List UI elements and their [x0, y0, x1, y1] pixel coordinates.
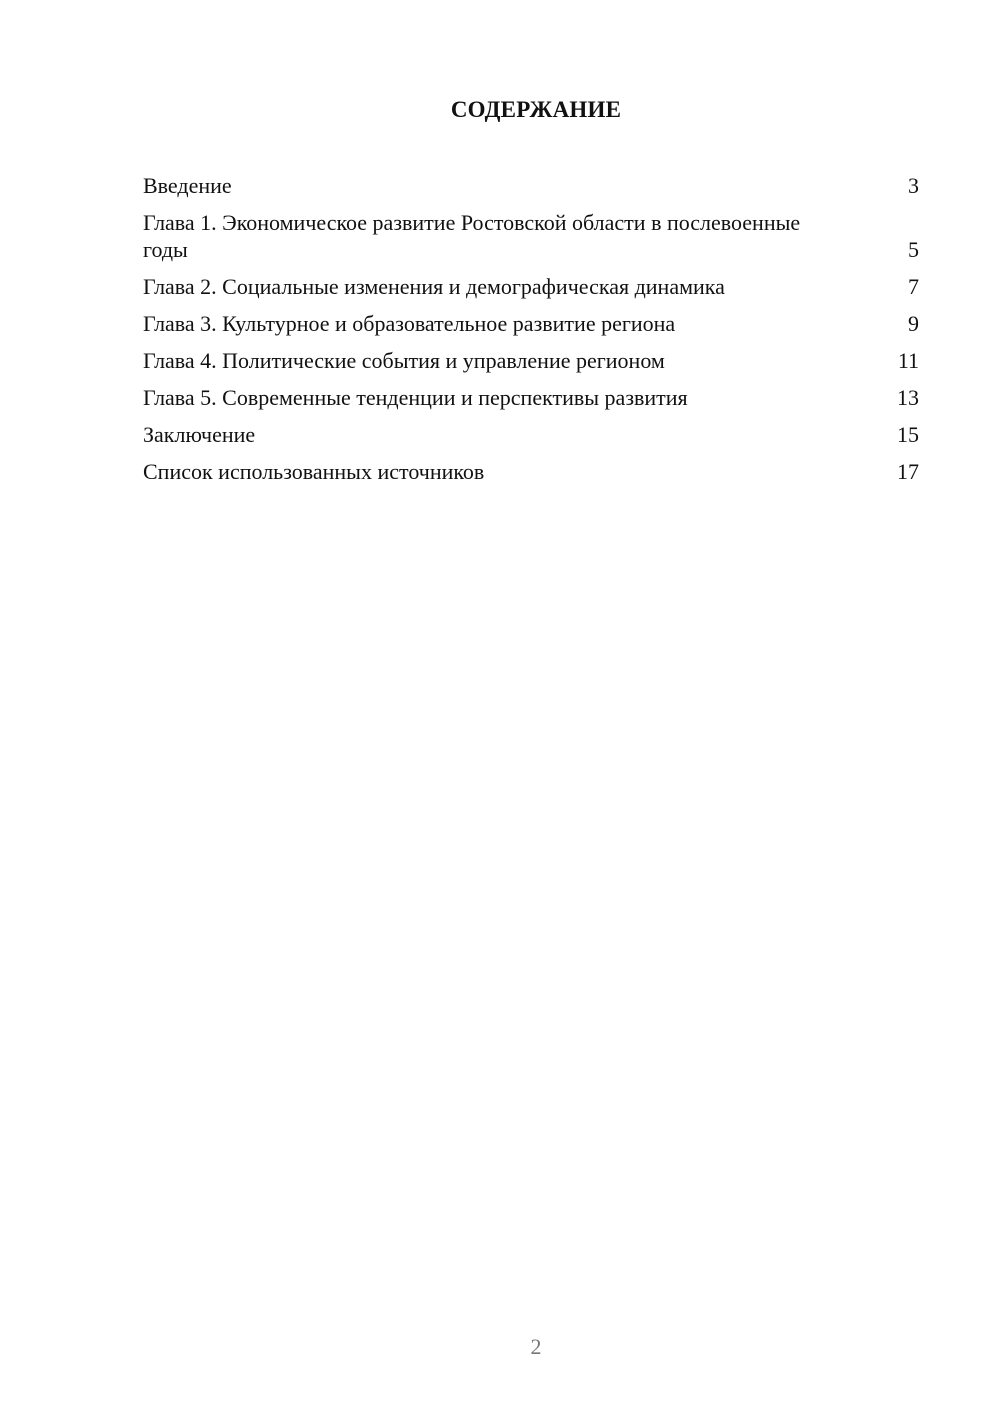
toc-entry-text: Список использованных источников — [143, 459, 485, 484]
toc-entry-introduction — [143, 168, 919, 205]
toc-entry-conclusion — [143, 417, 919, 454]
toc-entry-page: 3 — [908, 173, 919, 198]
toc-entry-page: 15 — [897, 422, 919, 447]
toc-entry-text: Глава 2. Социальные изменения и демографическая динамика — [143, 274, 725, 299]
toc-title: СОДЕРЖАНИЕ — [450, 97, 622, 122]
toc-entry-chapter-1 — [143, 205, 919, 269]
toc-entry-references — [143, 454, 919, 491]
toc-entry-page: 17 — [897, 459, 919, 484]
page-number: 2 — [530, 1334, 542, 1359]
toc-entry-text: Глава 3. Культурное и образовательное развитие региона — [143, 311, 676, 336]
toc-entry-text: Глава 5. Современные тенденции и перспективы развития — [143, 385, 688, 410]
toc-entry-page: 9 — [908, 311, 919, 336]
toc-entry-text: Введение — [143, 173, 232, 198]
toc-entry-chapter-4 — [143, 343, 919, 380]
toc-entry-text: Глава 1. Экономическое развитие Ростовской области в послевоенные годы — [143, 210, 801, 262]
toc-entry-page: 13 — [897, 385, 919, 410]
table-of-contents — [143, 168, 919, 491]
toc-entry-chapter-2 — [143, 269, 919, 306]
toc-entry-chapter-5 — [143, 380, 919, 417]
toc-entry-page: 11 — [897, 348, 919, 373]
toc-entry-chapter-3 — [143, 306, 919, 343]
toc-entry-page: 7 — [908, 274, 919, 299]
toc-entry-text: Глава 4. Политические события и управление регионом — [143, 348, 665, 373]
toc-entry-page: 5 — [908, 237, 919, 262]
toc-entry-text: Заключение — [143, 422, 256, 447]
